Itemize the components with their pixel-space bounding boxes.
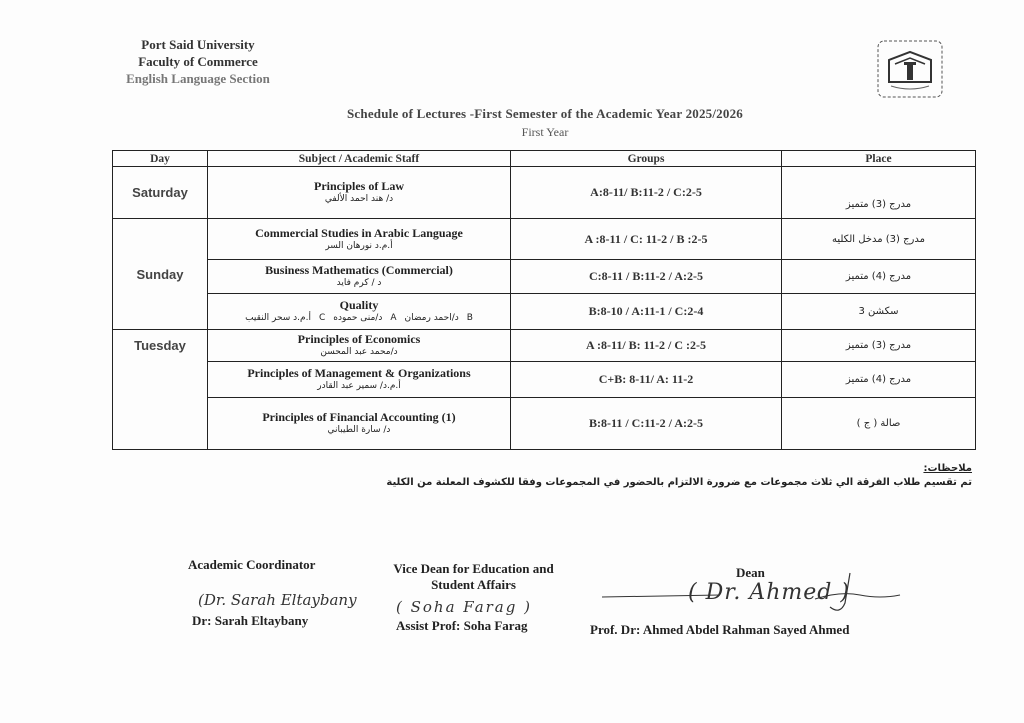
staff-name: د/محمد عبد المحسن [320,347,398,357]
day-saturday: Saturday [113,167,208,219]
notes-label: ملاحظات: [923,463,972,474]
coordinator-title: Academic Coordinator [188,557,316,572]
section-name: English Language Section [126,71,270,86]
staff-name: د/ سارة الطيباني [327,425,391,435]
groups-cell: B:8-10 / A:11-1 / C:2-4 [511,294,782,330]
header-day: Day [113,151,208,167]
place-cell: مدرج (4) متميز [782,362,976,398]
table-row [113,330,976,362]
header-subject: Subject / Academic Staff [208,151,511,167]
subject-name: Quality [339,298,379,312]
table-row [113,219,976,260]
subject-cell [208,260,511,294]
table-row [113,260,976,294]
subject-cell [208,330,511,362]
place-cell: سكشن 3 [782,294,976,330]
notes-block [386,462,972,490]
groups-cell: A :8-11 / C: 11-2 / B :2-5 [511,219,782,260]
vice-dean-title [381,561,566,593]
groups-cell: B:8-11 / C:11-2 / A:2-5 [511,398,782,450]
dean-handwritten-signature: ( Dr. Ahmed ) [688,580,850,605]
subject-name: Principles of Economics [297,332,421,346]
table-row [113,362,976,398]
groups-cell: C:8-11 / B:11-2 / A:2-5 [511,260,782,294]
staff-name: د/ هند احمد الألفي [324,194,394,204]
dean-title: Dean [736,565,765,580]
staff-name: د / كرم فايد [336,278,382,288]
schedule-title: Schedule of Lectures -First Semester of the Academic Year 2025/2026 [347,106,743,121]
groups-cell: A:8-11/ B:11-2 / C:2-5 [511,167,782,219]
header-groups: Groups [511,151,782,167]
table-row [113,167,976,219]
schedule-subtitle: First Year [521,125,569,139]
table-row [113,294,976,330]
staff-name: د/منى حموده [333,313,383,323]
university-name: Port Said University [141,37,255,52]
faculty-name: Faculty of Commerce [138,54,258,69]
vice-dean-name: Assist Prof: Soha Farag [396,618,528,633]
subject-cell [208,294,511,330]
table-row [113,398,976,450]
schedule-title-block [300,106,790,140]
staff-name: أ.م.د نورهان السر [325,240,393,251]
vice-dean-title-line1: Vice Dean for Education and [393,561,554,576]
day-tuesday: Tuesday [113,330,208,450]
subject-cell [208,167,511,219]
place-cell: مدرج (4) متميز [782,260,976,294]
subject-name: Principles of Financial Accounting (1) [262,410,456,424]
groups-cell: A :8-11/ B: 11-2 / C :2-5 [511,330,782,362]
group-letter: B [466,313,473,323]
vice-dean-handwritten-signature: ( Soha Farag ) [396,598,532,616]
subject-cell [208,398,511,450]
coordinator-name: Dr: Sarah Eltaybany [192,613,309,628]
notes-text: تم تقسيم طلاب الفرقة الي ثلاث مجموعات مع ضرورة الالتزام بالحضور في المجموعات وفقا للكشوف المعلنة من الكلية [386,477,972,488]
coordinator-handwritten-signature: (Dr. Sarah Eltaybany [198,591,357,609]
university-header [113,36,283,87]
header-place: Place [782,151,976,167]
place-cell: صالة ( ج ) [782,398,976,450]
staff-name: د/احمد رمضان [404,313,459,323]
schedule-table [112,150,976,450]
subject-cell [208,362,511,398]
vice-dean-title-line2: Student Affairs [431,577,516,592]
quality-staff-list [208,312,510,324]
subject-name: Principles of Law [314,179,404,193]
subject-cell [208,219,511,260]
place-cell: مدرج (3) مدخل الكليه [782,219,976,260]
staff-name: أ.م.د/ سمير عبد القادر [317,381,401,391]
groups-cell: C+B: 8-11/ A: 11-2 [511,362,782,398]
subject-name: Principles of Management & Organizations [247,366,471,380]
subject-name: Business Mathematics (Commercial) [265,263,453,277]
faculty-logo-icon [877,40,943,98]
table-header-row [113,151,976,167]
place-cell: مدرج (3) متميز [782,167,976,219]
group-letter: A [390,313,397,323]
subject-name: Commercial Studies in Arabic Language [255,225,463,240]
place-cell: مدرج (3) متميز [782,330,976,362]
day-sunday: Sunday [113,219,208,330]
staff-name: أ.م.د سحر النقيب [245,313,311,323]
group-letter: C [318,313,326,323]
dean-name: Prof. Dr: Ahmed Abdel Rahman Sayed Ahmed [590,622,850,637]
